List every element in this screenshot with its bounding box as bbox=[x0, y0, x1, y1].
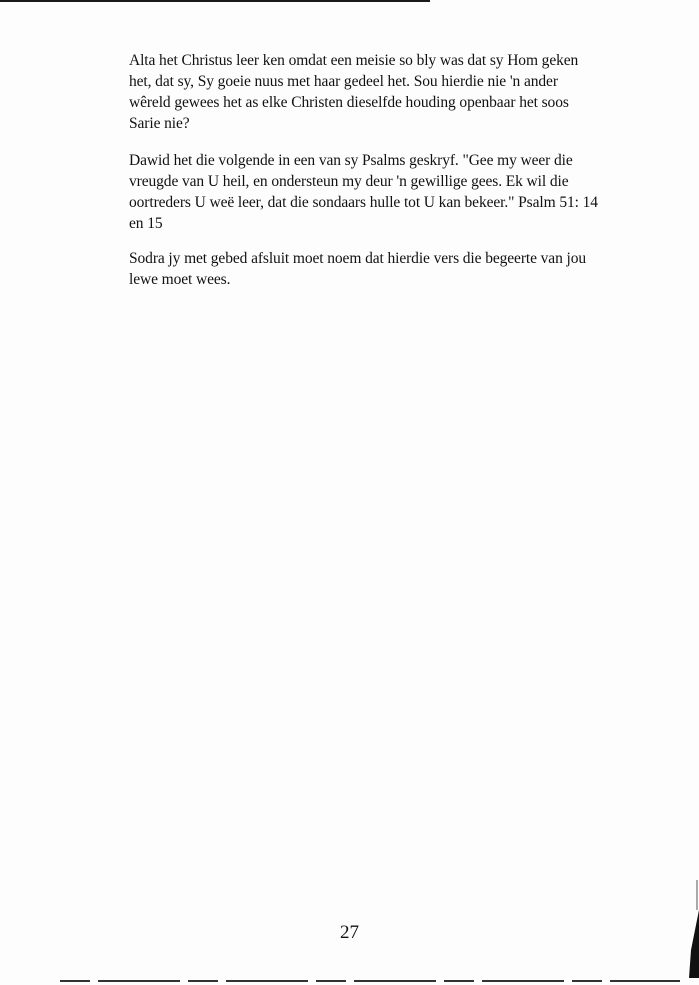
paragraph-alta: Alta het Christus leer ken omdat een meisie so bly was dat sy Hom geken het, dat sy, Sy goeie nuus met haar gedeel het. Sou hierdie nie 'n ander wêreld gewees het as elke Christen dieselfde houding openbaar het soos Sarie nie? bbox=[129, 52, 579, 132]
scan-bottom-edge bbox=[60, 980, 680, 982]
scan-right-edge bbox=[685, 880, 699, 980]
scan-top-edge bbox=[0, 0, 430, 2]
paragraph-dawid: Dawid het die volgende in een van sy Psalms geskryf. "Gee my weer die vreugde van U heil, en ondersteun my deur 'n gewillige gees. Ek wil die oortreders U weë leer, dat die sondaars hulle tot U kan bekeer." Psalm 51: 14 en 15 bbox=[129, 152, 598, 232]
paragraph-sodra: Sodra jy met gebed afsluit moet noem dat hierdie vers die begeerte van jou lewe moet wees. bbox=[129, 250, 587, 288]
page-number: 27 bbox=[340, 922, 359, 943]
